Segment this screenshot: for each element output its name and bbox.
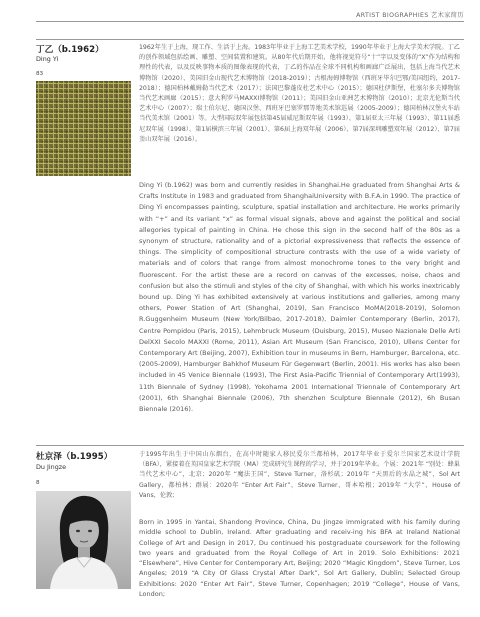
section-header: ARTIST BIOGRAPHIES 艺术家简历 [356,12,464,19]
bio-en-du-jingze: Born in 1995 in Yantai, Shandong Province, China, Du Jingze immigrated with his family during middle school to Dublin, Ireland. After graduating and receiv-ing his BFA at Ireland National College of Art and Design in 2017, Du continued his postgraduate coursework for the following two years and graduated from the Royal College of Art in 2019. Solo Exhibitions: 2021 “Elsewhere”, Hive Center for Contemporary Art, Beijing; 2020 “Magic Kingdom”, Steve Turner, Los Angeles; 2019 “A City Of Glass Crystal After Dark”, Sol Art Gallery, Dublin; Selected Group Exhibitions: 2020 “Enter Art Fair”, Steve Turner, Copenhagen; 2019 “College”, House of Vans, London; [139,518,460,599]
entry-rule-ding-yi [36,39,464,40]
artist-name-en: Ding Yi [36,55,59,63]
artist-name-en: Du Jingze [36,463,67,471]
entry-rule-du-jingze [36,445,464,446]
header-rule [36,21,464,22]
bio-cn-du-jingze: 于1995年出生于中国山东烟台，在高中时随家人移民爱尔兰都柏林，2017年毕业于爱尔兰国家艺术设计学院（BFA），紧接着在英国皇家艺术学院（MA）完成研究生课程的学习，并于2019年毕业。个展：2021年 “别处：蜂巢当代艺术中心”，北京；2020年 “魔法王国”，Steve Turner，洛杉矶；2019年 “天黑后的水晶之城”，Sol Art Gallery，都柏林；群展：2020年 “Enter Art Fair”，Steve Turner，哥本哈根；2019年 “大学”，House of Vans，伦敦； [139,451,460,499]
artwork-page-ref: 83 [36,71,44,77]
artwork-page-ref: 8 [36,480,40,486]
artist-portrait-du-jingze [36,491,131,589]
artist-name-cn: 丁乙（b.1962） [36,45,104,55]
artwork-thumbnail-ding-yi [36,81,131,176]
bio-cn-ding-yi: 1962年生于上海，现工作、生活于上海。1983年毕业于上海工艺美术学校，1990年毕业于上海大学美术学院。丁乙的创作领域包括绘画、雕塑、空间装置和建筑。从80年代后期开始，他将视觉符号“十”字以及变体的“X”作为结构和理性的代表，以及反映事物本质的图像表现的代表，丁乙的作品在全球不同机构和画廊广泛展出，包括上海当代艺术博物馆（2020）、美国旧金山现代艺术博物馆（2018-2019）；古根海姆博物馆（西班牙毕尔巴鄂/美国纽约，2017-2018）；德国柏林戴姆勒当代艺术（2017）；法国巴黎蓬皮杜艺术中心（2015）；德国杜伊斯堡，杜塞尔多夫博物馆当代艺术画廊（2015）；意大利罗马MAXXI博物馆（2011）；美国旧金山亚洲艺术博物馆（2010）；北京尤伦斯当代艺术中心（2007）；瑞士伯尔尼、德国汉堡、西班牙巴塞罗那等地美术馆巡展（2005-2009）；德国柏林汉堡火车站当代美术馆（2001）等。大型国际双年展包括第45届威尼斯双年展（1993）、第1届亚太三年展（1993）、第11届悉尼双年展（1998）、第1届横滨三年展（2001）、第6届上海双年展（2006）、第7届深圳雕塑双年展（2012）、第7届釜山双年展（2016）。 [139,44,460,143]
bio-en-ding-yi: Ding Yi (b.1962) was born and currently resides in Shanghai.He graduated from Shanghai Arts & Crafts Institute in 1983 and graduated from ShanghaiUniversity with B.F.A.in 1990. The practice of Ding Yi encompasses painting, sculpture, spatial installation and architecture. He works primarily with “+” and its variant “x” as formal visual signals, above and against the political and social allegories typical of painting in China. He chose this sign in the second half of the 80s as a synonym of structure, rationality and of a pictorial expressiveness that reflects the essence of things. The simplicity of compositional structure contrasts with the use of a wide variety of materials and of colors that range from almost monochrome tones to the very bright and fluorescent. For the artist these are a record on canvas of the excesses, noise, chaos and confusion but also the stimuli and styles of the city of Shanghai, with which his works inextricably bound up. Ding Yi has exhibited extensively at various institutions and galleries, among many others, Power Station of Art (Shanghai, 2019), San Francisco MoMA(2018-2019), Solomon R.Guggenheim Museum (New York/Bilbao, 2017-2018), Daimler Contemporary (Berlin, 2017), Centre Pompidou (Paris, 2015), Lehmbruck Museum (Duisburg, 2015), Museo Nazionale Delle Arti DelXXI Secolo MAXXI (Rome, 2011), Asian Art Museum (San Francisco, 2010), Ullens Center for Contemporary Art (Beijing, 2007), Exhibition tour in museums in Bern, Hamburger, Barcelona, etc.(2005-2009), Hamburger Bahkhof Museum Für Gegenwart (Berlin, 2001). His works has also been included in 45 Venice Biennale (1993), The First Asia-Pacific Triennial of Contemporary Art(1993), 11th Biennale of Sydney (1998), Yokohama 2001 International Triennale of Contemporary Art (2001), 6th Shanghai Biennale (2006), 7th shenzhen Sculpture Biennale (2012), 6h Busan Biennale (2016). [139,181,460,414]
artist-name-cn: 杜京泽（b.1995） [36,452,113,462]
